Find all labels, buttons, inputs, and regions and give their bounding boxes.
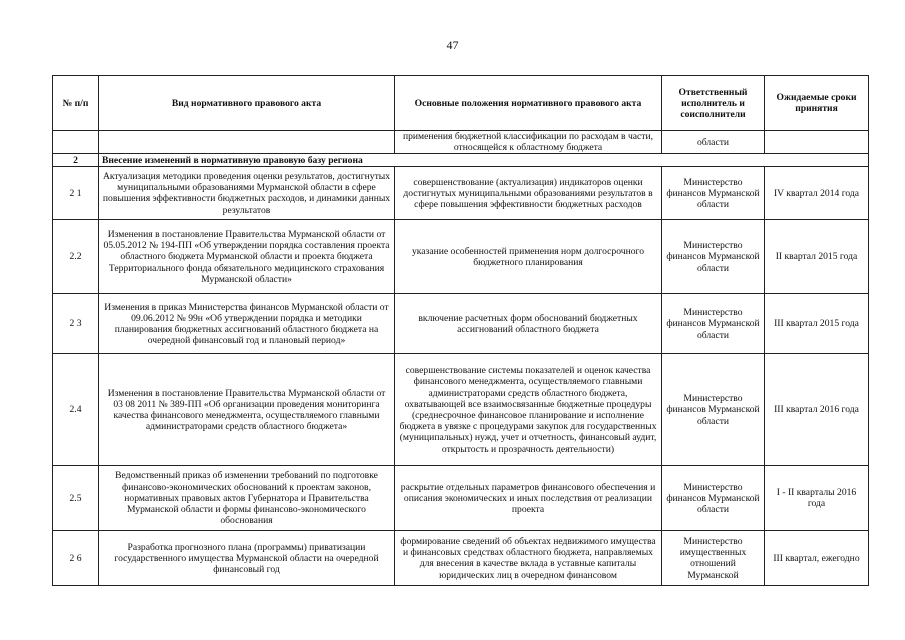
cell-act-type: Ведомственный приказ об изменении требований по подготовке финансово-экономических обоснований к проектам законов, нормативных правовых актов Губернатора и Правительства Мурманской области и формы финансово-экономического обоснования	[99, 466, 395, 531]
section-title: Внесение изменений в нормативную правовую базу региона	[99, 154, 869, 167]
table-row	[53, 220, 869, 294]
plan-table	[52, 75, 869, 586]
header-row	[53, 76, 869, 131]
table-row	[53, 466, 869, 531]
table-row	[53, 531, 869, 586]
cell-num: 2.5	[53, 466, 99, 531]
cell-responsible: Министерство финансов Мурманской области	[662, 220, 765, 294]
section-row	[53, 154, 869, 167]
cell-act-type: Изменения в приказ Министерства финансов Мурманской области от 09.06.2012 № 99н «Об утверждении порядка и методики планирования бюджетных ассигнований областного бюджета на очередной финансовый год и плановый период»	[99, 294, 395, 354]
cell-act-type: Актуализация методики проведения оценки результатов, достигнутых муниципальными образованиями Мурманской области в сфере повышения эффективности бюджетных расходов, и динамики данных результатов	[99, 167, 395, 220]
table-row	[53, 354, 869, 466]
cell-responsible: Министерство имущественных отношений Мурманской	[662, 531, 765, 586]
header-provisions: Основные положения нормативного правового акта	[395, 76, 662, 131]
cell-responsible: Министерство финансов Мурманской области	[662, 466, 765, 531]
cell-act-type: Изменения в постановление Правительства Мурманской области от 05.05.2012 № 194-ПП «Об утверждении порядка составления проекта областного бюджета Мурманской области и проекта бюджета Территориального фонда обязательного медицинского страхования Мурманской области»	[99, 220, 395, 294]
section-num: 2	[53, 154, 99, 167]
header-responsible: Ответственный исполнитель и соисполнители	[662, 76, 765, 131]
cell-provisions: совершенствование системы показателей и оценок качества финансового менеджмента, осуществляемого главными администраторами средств областного бюджета, охватывающей все взаимосвязанные бюджетные процедуры (среднесрочное финансовое планирование и исполнение бюджета в увязке с процедурами закупок для государственных (муниципальных) нужд, учет и отчетность, финансовый аудит, открытость и прозрачность деятельности)	[395, 354, 662, 466]
header-terms: Ожидаемые сроки принятия	[765, 76, 869, 131]
table-row	[53, 294, 869, 354]
cell-num: 2.2	[53, 220, 99, 294]
cell-responsible: области	[662, 131, 765, 154]
cell-terms: III квартал, ежегодно	[765, 531, 869, 586]
cell-responsible: Министерство финансов Мурманской области	[662, 354, 765, 466]
cell-provisions: раскрытие отдельных параметров финансового обеспечения и описания экономических и иных последствия от реализации проекта	[395, 466, 662, 531]
cell-provisions: включение расчетных форм обоснований бюджетных ассигнований областного бюджета	[395, 294, 662, 354]
cell-num: 2.4	[53, 354, 99, 466]
page-number: 47	[446, 38, 459, 52]
cell-provisions: применения бюджетной классификации по расходам в части, относящейся к областному бюджета	[395, 131, 662, 154]
cell-num: 2 3	[53, 294, 99, 354]
continuation-row	[53, 131, 869, 154]
header-act-type: Вид нормативного правового акта	[99, 76, 395, 131]
cell-provisions: указание особенностей применения норм долгосрочного бюджетного планирования	[395, 220, 662, 294]
cell-provisions: совершенствование (актуализация) индикаторов оценки достигнутых муниципальными образованиями результатов в сфере повышения эффективности бюджетных расходов	[395, 167, 662, 220]
cell-provisions: формирование сведений об объектах недвижимого имущества и финансовых средствах областного бюджета, направляемых для внесения в качестве вклада в уставные капиталы юридических лиц в очередном финансовом	[395, 531, 662, 586]
cell-num: 2 6	[53, 531, 99, 586]
cell-act-type: Разработка прогнозного плана (программы) приватизации государственного имущества Мурманской области на очередной финансовый год	[99, 531, 395, 586]
cell-responsible: Министерство финансов Мурманской области	[662, 294, 765, 354]
cell-responsible: Министерство финансов Мурманской области	[662, 167, 765, 220]
cell-num: 2 1	[53, 167, 99, 220]
cell-terms: III квартал 2015 года	[765, 294, 869, 354]
cell-act-type: Изменения в постановление Правительства Мурманской области от 03 08 2011 № 389-ПП «Об организации проведения мониторинга качества финансового менеджмента, осуществляемого главными администраторами средств областного бюджета»	[99, 354, 395, 466]
cell-terms: III квартал 2016 года	[765, 354, 869, 466]
cell-terms: I - II кварталы 2016 года	[765, 466, 869, 531]
cell-terms: IV квартал 2014 года	[765, 167, 869, 220]
table-row	[53, 167, 869, 220]
header-num: № п/п	[53, 76, 99, 131]
cell-terms: II квартал 2015 года	[765, 220, 869, 294]
